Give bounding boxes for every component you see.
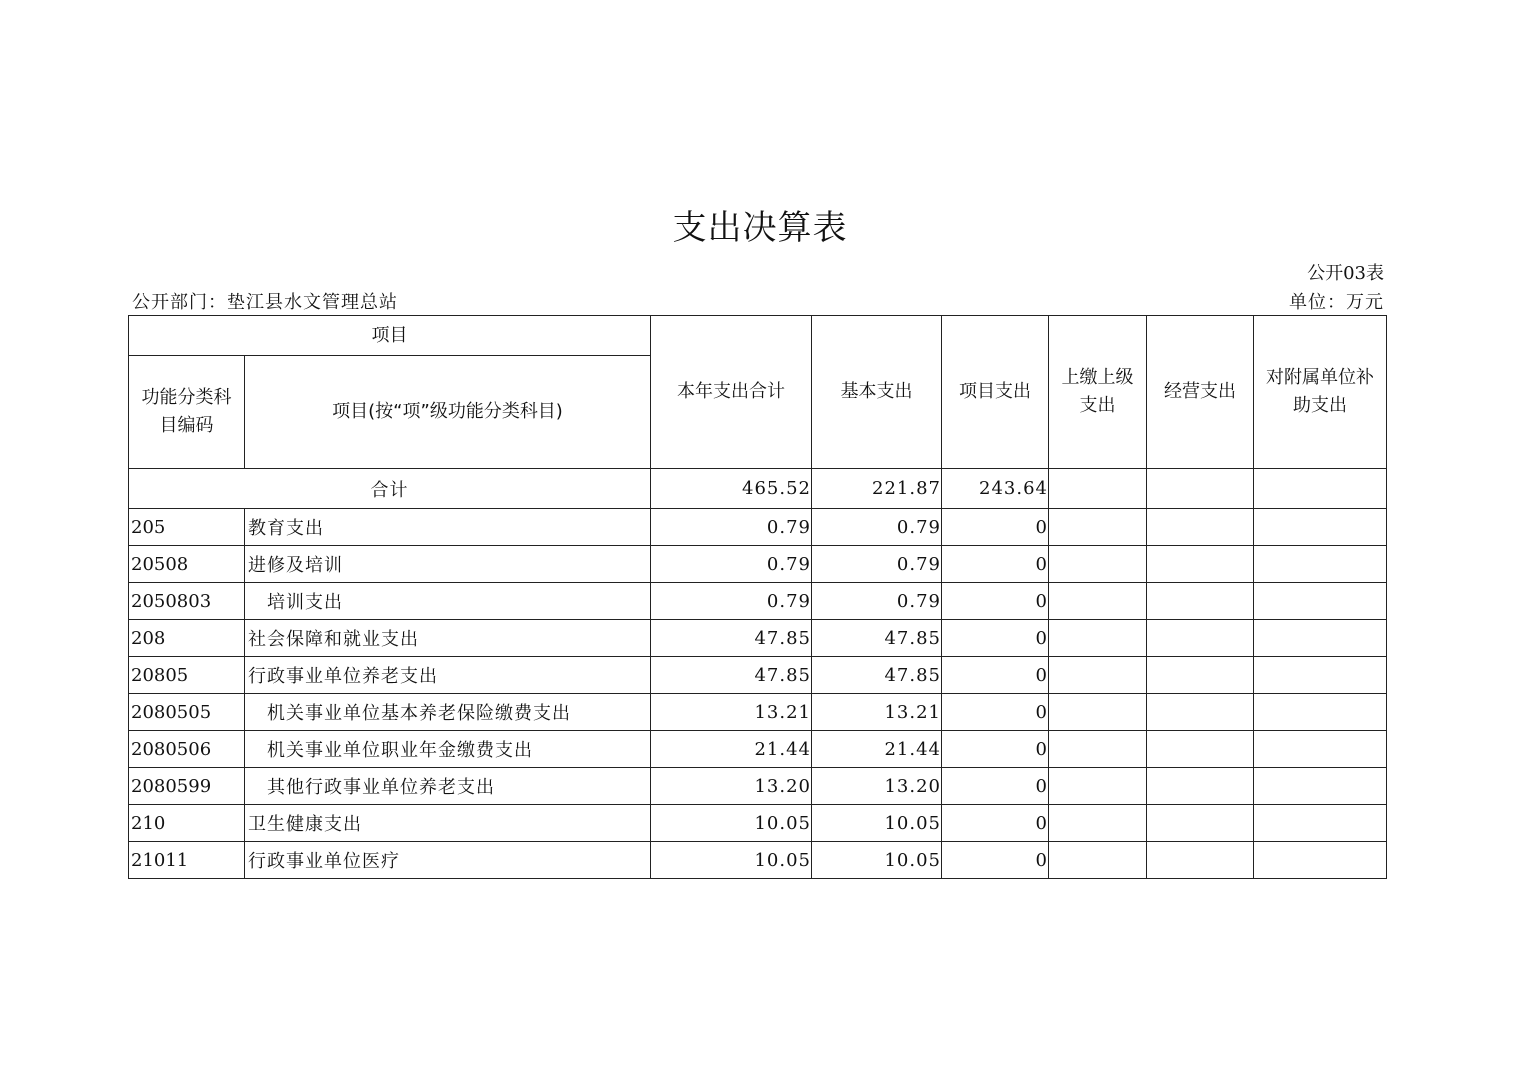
row-name: 行政事业单位医疗	[245, 842, 651, 879]
table-row	[129, 657, 1387, 694]
row-upper	[1049, 694, 1147, 731]
row-basic: 21.44	[812, 731, 942, 768]
header-project-expense: 项目支出	[942, 316, 1049, 469]
expenditure-table	[128, 315, 1387, 879]
row-project-expense: 0	[942, 731, 1049, 768]
row-project-expense: 0	[942, 546, 1049, 583]
header-business: 经营支出	[1147, 316, 1254, 469]
row-name: 机关事业单位职业年金缴费支出	[245, 731, 651, 768]
table-row	[129, 546, 1387, 583]
row-basic: 0.79	[812, 509, 942, 546]
row-code: 210	[129, 805, 245, 842]
row-basic: 13.20	[812, 768, 942, 805]
row-business	[1147, 620, 1254, 657]
table-row	[129, 842, 1387, 879]
row-code: 208	[129, 620, 245, 657]
row-subsidy	[1254, 768, 1387, 805]
row-code: 205	[129, 509, 245, 546]
row-subsidy	[1254, 805, 1387, 842]
row-business	[1147, 546, 1254, 583]
row-total: 0.79	[651, 509, 812, 546]
row-business	[1147, 805, 1254, 842]
row-project-expense: 0	[942, 694, 1049, 731]
table-row	[129, 620, 1387, 657]
row-subsidy	[1254, 694, 1387, 731]
row-total: 13.21	[651, 694, 812, 731]
header-row	[129, 316, 1387, 356]
row-name: 教育支出	[245, 509, 651, 546]
row-basic: 47.85	[812, 620, 942, 657]
total-row	[129, 469, 1387, 509]
row-total: 47.85	[651, 620, 812, 657]
row-total: 0.79	[651, 546, 812, 583]
row-business	[1147, 768, 1254, 805]
total-basic: 221.87	[812, 469, 942, 509]
header-code: 功能分类科目编码	[129, 356, 245, 469]
row-subsidy	[1254, 620, 1387, 657]
row-basic: 10.05	[812, 842, 942, 879]
row-name: 进修及培训	[245, 546, 651, 583]
row-subsidy	[1254, 657, 1387, 694]
row-business	[1147, 731, 1254, 768]
row-name: 行政事业单位养老支出	[245, 657, 651, 694]
table-row	[129, 583, 1387, 620]
report-title: 支出决算表	[672, 208, 848, 248]
header-basic: 基本支出	[812, 316, 942, 469]
header-name: 项目(按“项”级功能分类科目)	[245, 356, 651, 469]
table-row	[129, 768, 1387, 805]
table-row	[129, 731, 1387, 768]
row-project-expense: 0	[942, 509, 1049, 546]
row-name: 其他行政事业单位养老支出	[245, 768, 651, 805]
row-basic: 47.85	[812, 657, 942, 694]
row-upper	[1049, 842, 1147, 879]
row-basic: 0.79	[812, 546, 942, 583]
row-subsidy	[1254, 509, 1387, 546]
row-project-expense: 0	[942, 657, 1049, 694]
total-business	[1147, 469, 1254, 509]
row-subsidy	[1254, 842, 1387, 879]
row-name: 社会保障和就业支出	[245, 620, 651, 657]
row-total: 13.20	[651, 768, 812, 805]
row-upper	[1049, 805, 1147, 842]
row-business	[1147, 694, 1254, 731]
row-project-expense: 0	[942, 805, 1049, 842]
row-upper	[1049, 546, 1147, 583]
row-project-expense: 0	[942, 583, 1049, 620]
row-upper	[1049, 620, 1147, 657]
row-project-expense: 0	[942, 768, 1049, 805]
unit-label: 单位：万元	[1289, 292, 1384, 313]
row-code: 2080599	[129, 768, 245, 805]
table-row	[129, 509, 1387, 546]
row-name: 机关事业单位基本养老保险缴费支出	[245, 694, 651, 731]
row-upper	[1049, 509, 1147, 546]
row-code: 2080505	[129, 694, 245, 731]
department-label: 公开部门：垫江县水文管理总站	[132, 292, 398, 313]
row-name: 培训支出	[245, 583, 651, 620]
row-total: 10.05	[651, 805, 812, 842]
row-subsidy	[1254, 731, 1387, 768]
row-code: 21011	[129, 842, 245, 879]
total-label: 合计	[129, 469, 651, 509]
row-business	[1147, 657, 1254, 694]
row-code: 2050803	[129, 583, 245, 620]
row-upper	[1049, 583, 1147, 620]
row-business	[1147, 583, 1254, 620]
row-upper	[1049, 768, 1147, 805]
row-total: 21.44	[651, 731, 812, 768]
row-basic: 13.21	[812, 694, 942, 731]
row-basic: 10.05	[812, 805, 942, 842]
row-code: 2080506	[129, 731, 245, 768]
total-amount: 465.52	[651, 469, 812, 509]
row-name: 卫生健康支出	[245, 805, 651, 842]
row-project-expense: 0	[942, 620, 1049, 657]
row-business	[1147, 509, 1254, 546]
header-total: 本年支出合计	[651, 316, 812, 469]
row-subsidy	[1254, 546, 1387, 583]
row-upper	[1049, 657, 1147, 694]
header-subsidy: 对附属单位补助支出	[1254, 316, 1387, 469]
row-code: 20508	[129, 546, 245, 583]
header-upper: 上缴上级支出	[1049, 316, 1147, 469]
row-total: 10.05	[651, 842, 812, 879]
row-business	[1147, 842, 1254, 879]
table-row	[129, 694, 1387, 731]
row-code: 20805	[129, 657, 245, 694]
total-upper	[1049, 469, 1147, 509]
row-project-expense: 0	[942, 842, 1049, 879]
header-project: 项目	[129, 316, 651, 356]
row-subsidy	[1254, 583, 1387, 620]
row-total: 47.85	[651, 657, 812, 694]
total-subsidy	[1254, 469, 1387, 509]
total-project-expense: 243.64	[942, 469, 1049, 509]
table-row	[129, 805, 1387, 842]
row-total: 0.79	[651, 583, 812, 620]
row-upper	[1049, 731, 1147, 768]
row-basic: 0.79	[812, 583, 942, 620]
form-number: 公开03表	[1307, 263, 1384, 284]
